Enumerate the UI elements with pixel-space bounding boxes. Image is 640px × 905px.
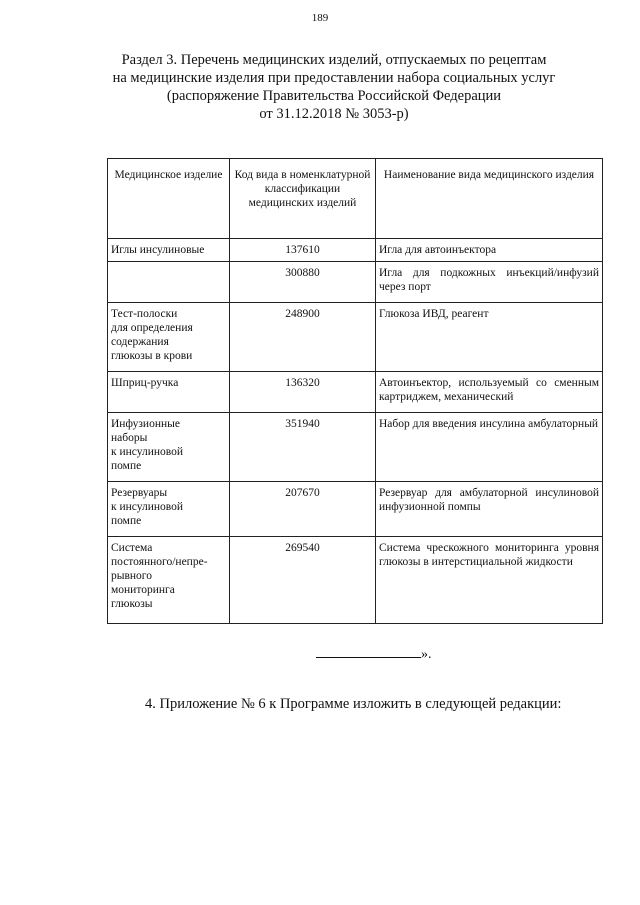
closing-quote: ». [421,647,432,662]
cell-code: 136320 [230,372,376,413]
cell-item: Иглы инсулиновые [108,239,230,262]
table-row [108,303,603,372]
column-header-item: Медицинское изделие [108,159,230,239]
page-number: 189 [311,12,329,24]
table-row [108,372,603,413]
cell-item: Система постоянного/непре- рывного мониторинга глюкозы [108,537,230,624]
heading-line: Раздел 3. Перечень медицинских изделий, отпускаемых по рецептам [121,52,547,68]
table-row [108,262,603,303]
cell-code: 351940 [230,413,376,482]
cell-name: Игла для автоинъектора [376,239,603,262]
cell-item: Инфузионные наборы к инсулиновой помпе [108,413,230,482]
closing-mark [316,645,432,663]
cell-code: 300880 [230,262,376,303]
column-header-name: Наименование вида медицинского изделия [376,159,603,239]
underline-rule [316,645,421,658]
cell-code: 207670 [230,482,376,537]
cell-item: Тест-полоски для определения содержания глюкозы в крови [108,303,230,372]
cell-name: Система чрескожного мониторинга уровня глюкозы в интерстициальной жидкости [376,537,603,624]
section-heading [100,51,568,123]
medical-devices-table [107,158,603,624]
cell-code: 248900 [230,303,376,372]
cell-name: Резервуар для амбулаторной инсулиновой инфузионной помпы [376,482,603,537]
table-row [108,239,603,262]
paragraph-text: 4. Приложение № 6 к Программе изложить в следующей редакции: [145,696,562,712]
table-header-row [108,159,603,239]
cell-code: 137610 [230,239,376,262]
cell-name: Игла для подкожных инъекций/инфузий через порт [376,262,603,303]
cell-item [108,262,230,303]
heading-line: (распоряжение Правительства Российской Федерации [166,88,502,104]
heading-line: на медицинские изделия при предоставлении набора социальных услуг [112,70,556,86]
cell-item: Шприц-ручка [108,372,230,413]
cell-item: Резервуары к инсулиновой помпе [108,482,230,537]
table-row [108,482,603,537]
cell-name: Автоинъектор, используемый со сменным картриджем, механический [376,372,603,413]
heading-line: от 31.12.2018 № 3053-р) [259,106,409,122]
cell-name: Набор для введения инсулина амбулаторный [376,413,603,482]
column-header-code: Код вида в номенклатурной классификации медицинских изделий [230,159,376,239]
cell-name: Глюкоза ИВД, реагент [376,303,603,372]
cell-code: 269540 [230,537,376,624]
table-row [108,537,603,624]
table-row [108,413,603,482]
